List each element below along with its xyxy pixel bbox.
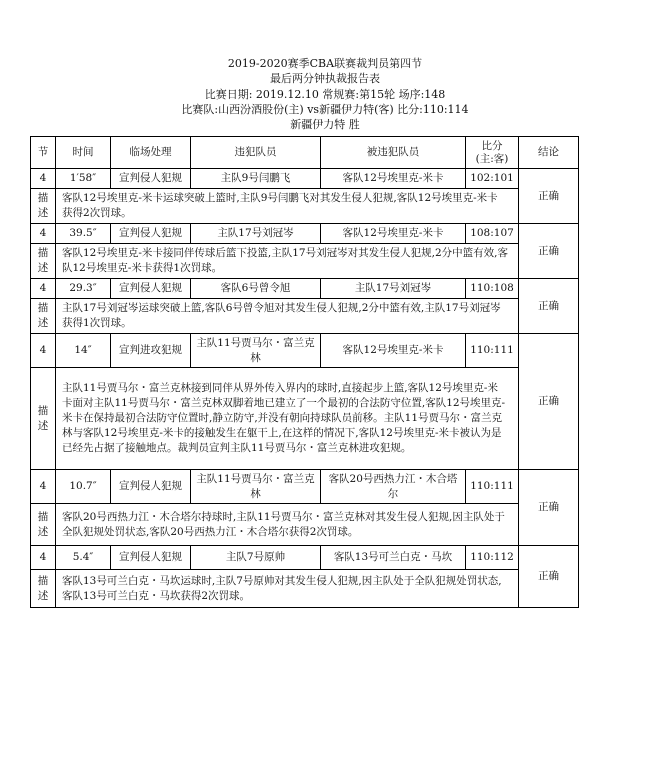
description-text: 主队11号贾马尔・富兰克林接到同伴从界外传入界内的球时,直接起步上篮,客队12号埃里克-米卡面对主队11号贾马尔・富兰克林双脚着地已建立了一个最初的合法防守位置,客队12号埃里克-米卡在保持最初合法防守位置时,静立防守,并没有朝向持球队员前移。主队11号贾马尔・富兰克林与客队12号埃里克-米卡的接触发生在躯干上,在这样的情况下,客队12号埃里克-米卡被认为是已经先占据了接触地点。裁判员宣判主队11号贾马尔・富兰克林进攻犯规。 <box>56 368 519 470</box>
col-header-time: 时间 <box>56 137 111 169</box>
col-header-victim: 被违犯队员 <box>321 137 466 169</box>
conclusion-cell: 正确 <box>519 169 579 224</box>
offender-cell: 主队11号贾马尔・富兰克林 <box>191 334 321 368</box>
offender-cell: 主队9号闫鹏飞 <box>191 169 321 189</box>
period-cell: 4 <box>31 470 56 504</box>
description-row <box>31 570 579 608</box>
period-cell: 4 <box>31 334 56 368</box>
score-cell: 102:101 <box>466 169 519 189</box>
col-header-offender: 违犯队员 <box>191 137 321 169</box>
table-row <box>31 334 579 368</box>
description-text: 客队13号可兰白克・马坎运球时,主队7号原帅对其发生侵人犯规,因主队处于全队犯规处罚状态,客队13号可兰白克・马坎获得2次罚球。 <box>56 570 519 608</box>
victim-cell: 客队12号埃里克-米卡 <box>321 169 466 189</box>
offender-cell: 客队6号曾令旭 <box>191 279 321 299</box>
description-row <box>31 299 579 334</box>
time-cell: 29.3″ <box>56 279 111 299</box>
report-title-line1: 2019-2020赛季CBA联赛裁判员第四节 <box>227 57 423 70</box>
description-row <box>31 244 579 279</box>
description-label: 描述 <box>31 299 56 334</box>
offender-cell: 主队17号刘冠岑 <box>191 224 321 244</box>
time-cell: 39.5″ <box>56 224 111 244</box>
description-label: 描述 <box>31 189 56 224</box>
description-text: 客队12号埃里克-米卡运球突破上篮时,主队9号闫鹏飞对其发生侵人犯规,客队12号埃里克-米卡获得2次罚球。 <box>56 189 519 224</box>
conclusion-cell: 正确 <box>519 334 579 470</box>
table-row <box>31 169 579 189</box>
col-header-conclusion: 结论 <box>519 137 579 169</box>
report-table <box>30 136 579 608</box>
score-cell: 110:112 <box>466 546 519 570</box>
table-row <box>31 470 579 504</box>
description-text: 主队17号刘冠岑运球突破上篮,客队6号曾令旭对其发生侵人犯规,2分中篮有效,主队17号刘冠岑获得1次罚球。 <box>56 299 519 334</box>
period-cell: 4 <box>31 224 56 244</box>
period-cell: 4 <box>31 279 56 299</box>
score-cell: 110:111 <box>466 334 519 368</box>
offender-cell: 主队11号贾马尔・富兰克林 <box>191 470 321 504</box>
table-header-row <box>31 137 579 169</box>
call-cell: 宣判侵人犯规 <box>111 169 191 189</box>
time-cell: 1′58″ <box>56 169 111 189</box>
victim-cell: 客队12号埃里克-米卡 <box>321 224 466 244</box>
description-text: 客队12号埃里克-米卡接同伴传球后篮下投篮,主队17号刘冠岑对其发生侵人犯规,2分中篮有效,客队12号埃里克-米卡获得1次罚球。 <box>56 244 519 279</box>
conclusion-cell: 正确 <box>519 224 579 279</box>
col-header-period: 节 <box>31 137 56 169</box>
call-cell: 宣判侵人犯规 <box>111 546 191 570</box>
call-cell: 宣判侵人犯规 <box>111 470 191 504</box>
table-row <box>31 224 579 244</box>
report-title-line2: 最后两分钟执裁报告表 <box>270 72 380 85</box>
time-cell: 5.4″ <box>56 546 111 570</box>
period-cell: 4 <box>31 169 56 189</box>
match-info: 比赛日期: 2019.12.10 常规赛:第15轮 场序:148 <box>204 88 446 101</box>
call-cell: 宣判进攻犯规 <box>111 334 191 368</box>
teams-info: 比赛队:山西汾酒股份(主) vs新疆伊力特(客) 比分:110:114 <box>181 103 469 116</box>
table-row <box>31 546 579 570</box>
conclusion-cell: 正确 <box>519 279 579 334</box>
winner-line: 新疆伊力特 胜 <box>290 118 360 131</box>
victim-cell: 主队17号刘冠岑 <box>321 279 466 299</box>
victim-cell: 客队20号西热力江・木合塔尔 <box>321 470 466 504</box>
description-label: 描述 <box>31 244 56 279</box>
period-cell: 4 <box>31 546 56 570</box>
call-cell: 宣判侵人犯规 <box>111 224 191 244</box>
call-cell: 宣判侵人犯规 <box>111 279 191 299</box>
description-row <box>31 189 579 224</box>
conclusion-cell: 正确 <box>519 470 579 546</box>
time-cell: 14″ <box>56 334 111 368</box>
description-row <box>31 368 579 470</box>
col-header-call: 临场处理 <box>111 137 191 169</box>
score-cell: 110:111 <box>466 470 519 504</box>
description-label: 描述 <box>31 368 56 470</box>
conclusion-cell: 正确 <box>519 546 579 608</box>
victim-cell: 客队12号埃里克-米卡 <box>321 334 466 368</box>
description-label: 描述 <box>31 570 56 608</box>
time-cell: 10.7″ <box>56 470 111 504</box>
description-label: 描述 <box>31 504 56 546</box>
description-text: 客队20号西热力江・木合塔尔持球时,主队11号贾马尔・富兰克林对其发生侵人犯规,因主队处于全队犯规处罚状态,客队20号西热力江・木合塔尔获得2次罚球。 <box>56 504 519 546</box>
score-cell: 110:108 <box>466 279 519 299</box>
score-cell: 108:107 <box>466 224 519 244</box>
victim-cell: 客队13号可兰白克・马坎 <box>321 546 466 570</box>
table-row <box>31 279 579 299</box>
col-header-score: 比分 (主:客) <box>466 137 519 169</box>
description-row <box>31 504 579 546</box>
offender-cell: 主队7号原帅 <box>191 546 321 570</box>
